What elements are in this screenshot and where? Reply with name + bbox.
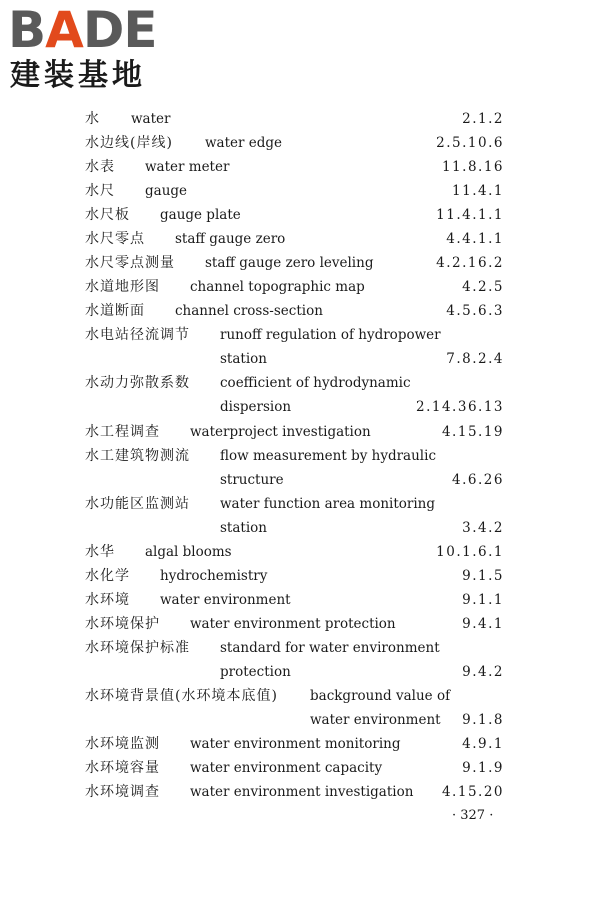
index-entry — [0, 588, 600, 612]
entry-chinese-term: 水尺 — [85, 183, 115, 199]
index-entry-continuation — [0, 395, 600, 419]
entry-english-term-continued: station — [220, 520, 267, 536]
entry-chinese-term: 水 — [85, 111, 100, 127]
entry-chinese-term: 水环境保护标准 — [85, 640, 190, 656]
entry-english-term: channel cross-section — [175, 303, 323, 319]
entry-english-term-continued: protection — [220, 664, 291, 680]
entry-chinese-term: 水环境保护 — [85, 616, 160, 632]
index-entry — [0, 203, 600, 227]
entry-chinese-term: 水功能区监测站 — [85, 496, 190, 512]
entry-chinese-term: 水电站径流调节 — [85, 327, 190, 343]
brand-logo-text: BADE — [8, 1, 157, 59]
index-entry-continuation — [0, 516, 600, 540]
entry-chinese-term: 水边线(岸线) — [85, 135, 173, 151]
entry-english-term: background value of — [310, 688, 451, 704]
entry-section-number: 9.1.9 — [462, 760, 504, 776]
index-entry — [0, 323, 600, 347]
entry-chinese-term: 水工建筑物测流 — [85, 448, 190, 464]
entry-section-number: 9.1.1 — [462, 592, 504, 608]
index-entry — [0, 155, 600, 179]
entry-english-term: staff gauge zero — [175, 231, 286, 247]
entry-chinese-term: 水表 — [85, 159, 115, 175]
entry-section-number: 11.8.16 — [441, 159, 504, 175]
entry-english-term: water environment — [160, 592, 291, 608]
entry-chinese-term: 水环境 — [85, 592, 130, 608]
entry-chinese-term: 水尺零点 — [85, 231, 145, 247]
entry-english-term: algal blooms — [145, 544, 232, 560]
entry-english-term: water — [131, 111, 171, 127]
entry-english-term: water environment investigation — [190, 784, 414, 800]
entry-english-term: water environment protection — [190, 616, 396, 632]
index-entry — [0, 251, 600, 275]
index-entry — [0, 107, 600, 131]
entry-english-term: hydrochemistry — [160, 568, 268, 584]
entry-english-term: channel topographic map — [190, 279, 365, 295]
entry-english-term: coefficient of hydrodynamic — [220, 375, 411, 391]
entry-english-term: flow measurement by hydraulic — [220, 448, 436, 464]
entry-section-number: 2.14.36.13 — [416, 399, 504, 415]
index-entry — [0, 780, 600, 804]
entry-section-number: 11.4.1 — [452, 183, 504, 199]
index-entry — [0, 540, 600, 564]
entry-section-number: 9.1.5 — [462, 568, 504, 584]
index-entry — [0, 371, 600, 395]
entry-english-term: water environment monitoring — [190, 736, 401, 752]
entry-chinese-term: 水道断面 — [85, 303, 145, 319]
entry-english-term: waterproject investigation — [190, 424, 371, 440]
index-entry — [0, 684, 600, 708]
index-entry — [0, 492, 600, 516]
brand-logo-chinese: 建装基地 — [10, 58, 146, 93]
index-entry — [0, 444, 600, 468]
index-entry — [0, 636, 600, 660]
entry-section-number: 9.4.1 — [462, 616, 504, 632]
entry-section-number: 11.4.1.1 — [436, 207, 504, 223]
entry-section-number: 4.9.1 — [462, 736, 504, 752]
entry-chinese-term: 水动力弥散系数 — [85, 375, 190, 391]
index-entry — [0, 299, 600, 323]
index-entry — [0, 131, 600, 155]
brand-logo — [8, 1, 188, 94]
entry-section-number: 4.15.20 — [441, 784, 504, 800]
entry-chinese-term: 水华 — [85, 544, 115, 560]
entry-chinese-term: 水环境容量 — [85, 760, 160, 776]
entry-chinese-term: 水化学 — [85, 568, 130, 584]
index-entry-continuation — [0, 660, 600, 684]
entry-english-term: water meter — [145, 159, 230, 175]
index-entry — [0, 612, 600, 636]
entry-chinese-term: 水尺板 — [85, 207, 130, 223]
entry-section-number: 4.2.5 — [462, 279, 504, 295]
entry-english-term: water function area monitoring — [220, 496, 435, 512]
entry-english-term-continued: station — [220, 351, 267, 367]
entry-english-term: gauge — [145, 183, 188, 199]
index-entry-continuation — [0, 347, 600, 371]
entry-chinese-term: 水道地形图 — [85, 279, 160, 295]
entry-section-number: 4.5.6.3 — [446, 303, 504, 319]
entry-chinese-term: 水环境调查 — [85, 784, 160, 800]
entry-section-number: 3.4.2 — [462, 520, 504, 536]
index-entry — [0, 756, 600, 780]
entry-section-number: 4.15.19 — [441, 424, 504, 440]
entry-section-number: 7.8.2.4 — [446, 351, 504, 367]
entry-section-number: 4.2.16.2 — [436, 255, 504, 271]
entry-english-term: standard for water environment — [220, 640, 440, 656]
index-entry — [0, 420, 600, 444]
entry-section-number: 2.5.10.6 — [436, 135, 504, 151]
entry-english-term-continued: structure — [220, 472, 284, 488]
entry-chinese-term: 水环境监测 — [85, 736, 160, 752]
entry-chinese-term: 水环境背景值(水环境本底值) — [85, 688, 278, 704]
index-entry-continuation — [0, 708, 600, 732]
entry-english-term-continued: dispersion — [220, 399, 292, 415]
entry-chinese-term: 水工程调查 — [85, 424, 160, 440]
entry-english-term: runoff regulation of hydropower — [220, 327, 441, 343]
index-entry — [0, 227, 600, 251]
index-entry — [0, 179, 600, 203]
entry-english-term: staff gauge zero leveling — [205, 255, 374, 271]
entry-english-term: water environment capacity — [190, 760, 383, 776]
index-entry — [0, 275, 600, 299]
entry-section-number: 9.1.8 — [462, 712, 504, 728]
entry-section-number: 2.1.2 — [462, 111, 504, 127]
entry-chinese-term: 水尺零点测量 — [85, 255, 175, 271]
entry-english-term: gauge plate — [160, 207, 241, 223]
index-entry — [0, 564, 600, 588]
entry-section-number: 10.1.6.1 — [436, 544, 504, 560]
entry-english-term-continued: water environment — [310, 712, 441, 728]
index-entry — [0, 732, 600, 756]
entry-english-term: water edge — [205, 135, 283, 151]
entry-section-number: 9.4.2 — [462, 664, 504, 680]
index-entry-continuation — [0, 468, 600, 492]
entry-section-number: 4.4.1.1 — [446, 231, 504, 247]
entry-section-number: 4.6.26 — [452, 472, 504, 488]
